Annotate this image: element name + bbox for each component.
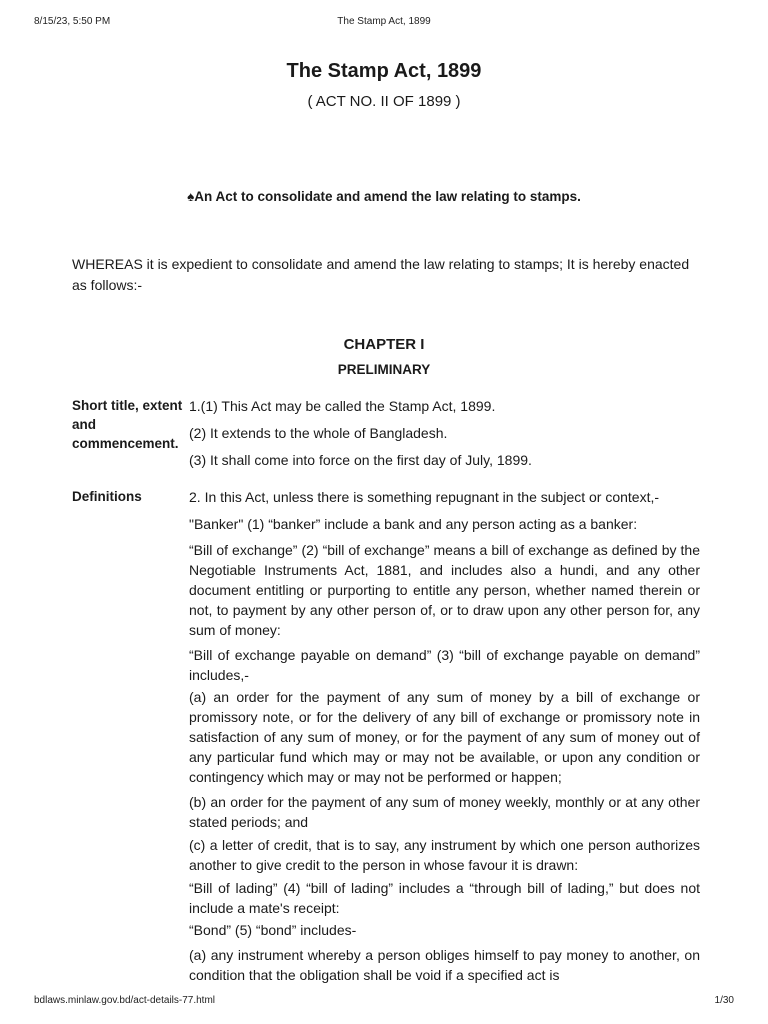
definition-bill-of-exchange: “Bill of exchange” (2) “bill of exchange” means a bill of exchange as defined by the Negotiable Instruments Act, 1881, and includes also a hundi, and any other document entitling or purporting to entitle any person, whether named therein or not, to payment by any other person of, or to draw upon any other person for, any sum of money: [189,542,700,638]
print-header [34,16,734,30]
print-url: bdlaws.minlaw.gov.bd/act-details-77.html [34,995,216,1006]
page-number: 1/30 [714,995,734,1006]
chapter-heading: CHAPTER I [343,336,425,353]
definition-bond-clause-a: (a) any instrument whereby a person obliges himself to pay money to another, on condition that the obligation shall be void if a specified act is [189,947,700,983]
print-doc-title: The Stamp Act, 1899 [337,16,431,27]
section-1-clause-3: (3) It shall come into force on the first day of July, 1899. [189,452,532,468]
print-footer [34,995,734,1009]
act-number: ( ACT NO. II OF 1899 ) [307,93,461,110]
definition-clause-c: (c) a letter of credit, that is to say, any instrument by which one person authorizes another to give credit to the person in whose favour it is drawn: [189,837,700,873]
definition-clause-b: (b) an order for the payment of any sum of money weekly, monthly or at any other stated periods; and [189,794,700,830]
print-datetime: 8/15/23, 5:50 PM [34,16,111,27]
definition-clause-a: (a) an order for the payment of any sum of money by a bill of exchange or promissory note, or for the delivery of any bill of exchange or promissory note in satisfaction of any sum of money, or for the payment of any sum of money out of any particular fund which may or may not be available, or upon any condition or contingency which may or may not be performed or happen; [189,689,700,785]
margin-note-definitions: Definitions [72,489,142,504]
section-1-clause-2: (2) It extends to the whole of Bangladesh. [189,425,448,441]
whereas-clause: WHEREAS it is expedient to consolidate and amend the law relating to stamps; It is hereby enacted as follows:- [72,256,690,293]
section-1-clause-1: 1.(1) This Act may be called the Stamp Act, 1899. [189,398,496,414]
act-title: The Stamp Act, 1899 [286,60,482,82]
definition-bond: “Bond” (5) “bond” includes- [189,922,357,938]
preamble-heading: ♠An Act to consolidate and amend the law relating to stamps. [187,189,581,204]
part-heading: PRELIMINARY [337,362,431,377]
definition-banker: "Banker" (1) “banker” include a bank and any person acting as a banker: [189,516,638,532]
section-2-intro: 2. In this Act, unless there is something repugnant in the subject or context,- [189,489,660,505]
definition-bill-of-lading: “Bill of lading” (4) “bill of lading” includes a “through bill of lading,” but does not include a mate's receipt: [189,880,700,916]
margin-note-short-title: Short title, extent and commencement. [72,398,183,451]
definition-bill-payable-on-demand: “Bill of exchange payable on demand” (3) “bill of exchange payable on demand” includes,- [189,647,700,683]
